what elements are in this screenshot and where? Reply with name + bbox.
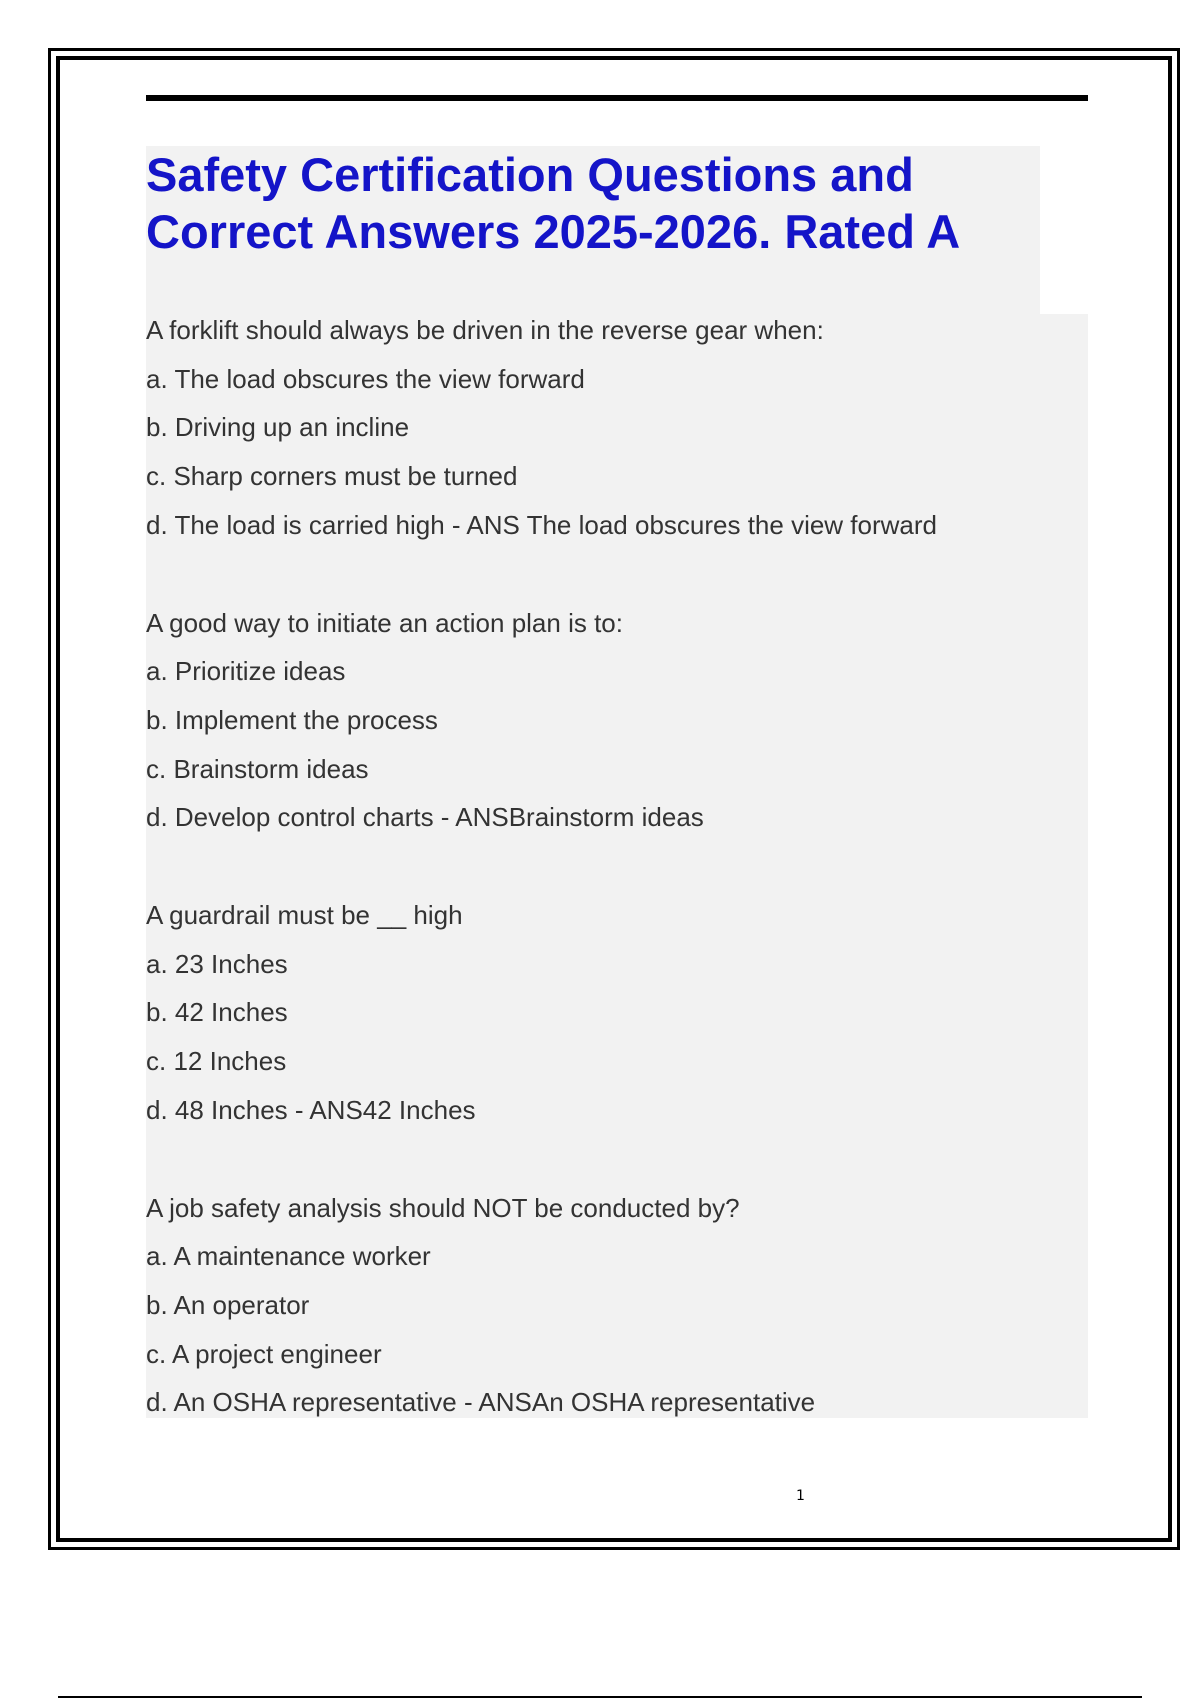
question-list [146, 306, 1088, 1476]
answer-option: d. The load is carried high - ANS The load obscures the view forward [146, 509, 938, 540]
question-prompt: A forklift should always be driven in the reverse gear when: [146, 315, 824, 345]
page-number: 1 [796, 1488, 805, 1504]
question-1 [146, 306, 1088, 550]
answer-option: a. The load obscures the view forward [146, 363, 585, 394]
answer-option: c. Brainstorm ideas [146, 753, 369, 784]
title-line-2: Correct Answers 2025-2026. Rated A [146, 205, 961, 258]
question-3 [146, 891, 1088, 1135]
answer-option: d. Develop control charts - ANSBrainstorm ideas [146, 802, 704, 833]
answer-option: d. 48 Inches - ANS42 Inches [146, 1094, 476, 1125]
answer-option: a. 23 Inches [146, 948, 288, 979]
question-prompt: A guardrail must be __ high [146, 900, 463, 931]
question-prompt: A job safety analysis should NOT be conducted by? [146, 1192, 740, 1223]
answer-option: c. A project engineer [146, 1338, 382, 1369]
document-title [146, 146, 1040, 260]
title-line-1: Safety Certification Questions and [146, 148, 914, 201]
answer-option: b. Implement the process [146, 704, 438, 735]
answer-option: c. Sharp corners must be turned [146, 461, 518, 492]
answer-option: b. 42 Inches [146, 997, 288, 1028]
answer-option: d. An OSHA representative - ANSAn OSHA representative [146, 1387, 816, 1418]
answer-option: b. Driving up an incline [146, 412, 410, 443]
answer-option: a. A maintenance worker [146, 1241, 431, 1272]
bottom-rule [58, 1696, 1142, 1698]
question-2 [146, 599, 1088, 843]
title-block [146, 146, 1040, 314]
question-4 [146, 1184, 1088, 1428]
answer-option: c. 12 Inches [146, 1046, 287, 1077]
top-rule [146, 95, 1088, 101]
answer-option: b. An operator [146, 1289, 310, 1320]
question-prompt: A good way to initiate an action plan is to: [146, 607, 623, 638]
answer-option: a. Prioritize ideas [146, 656, 346, 687]
